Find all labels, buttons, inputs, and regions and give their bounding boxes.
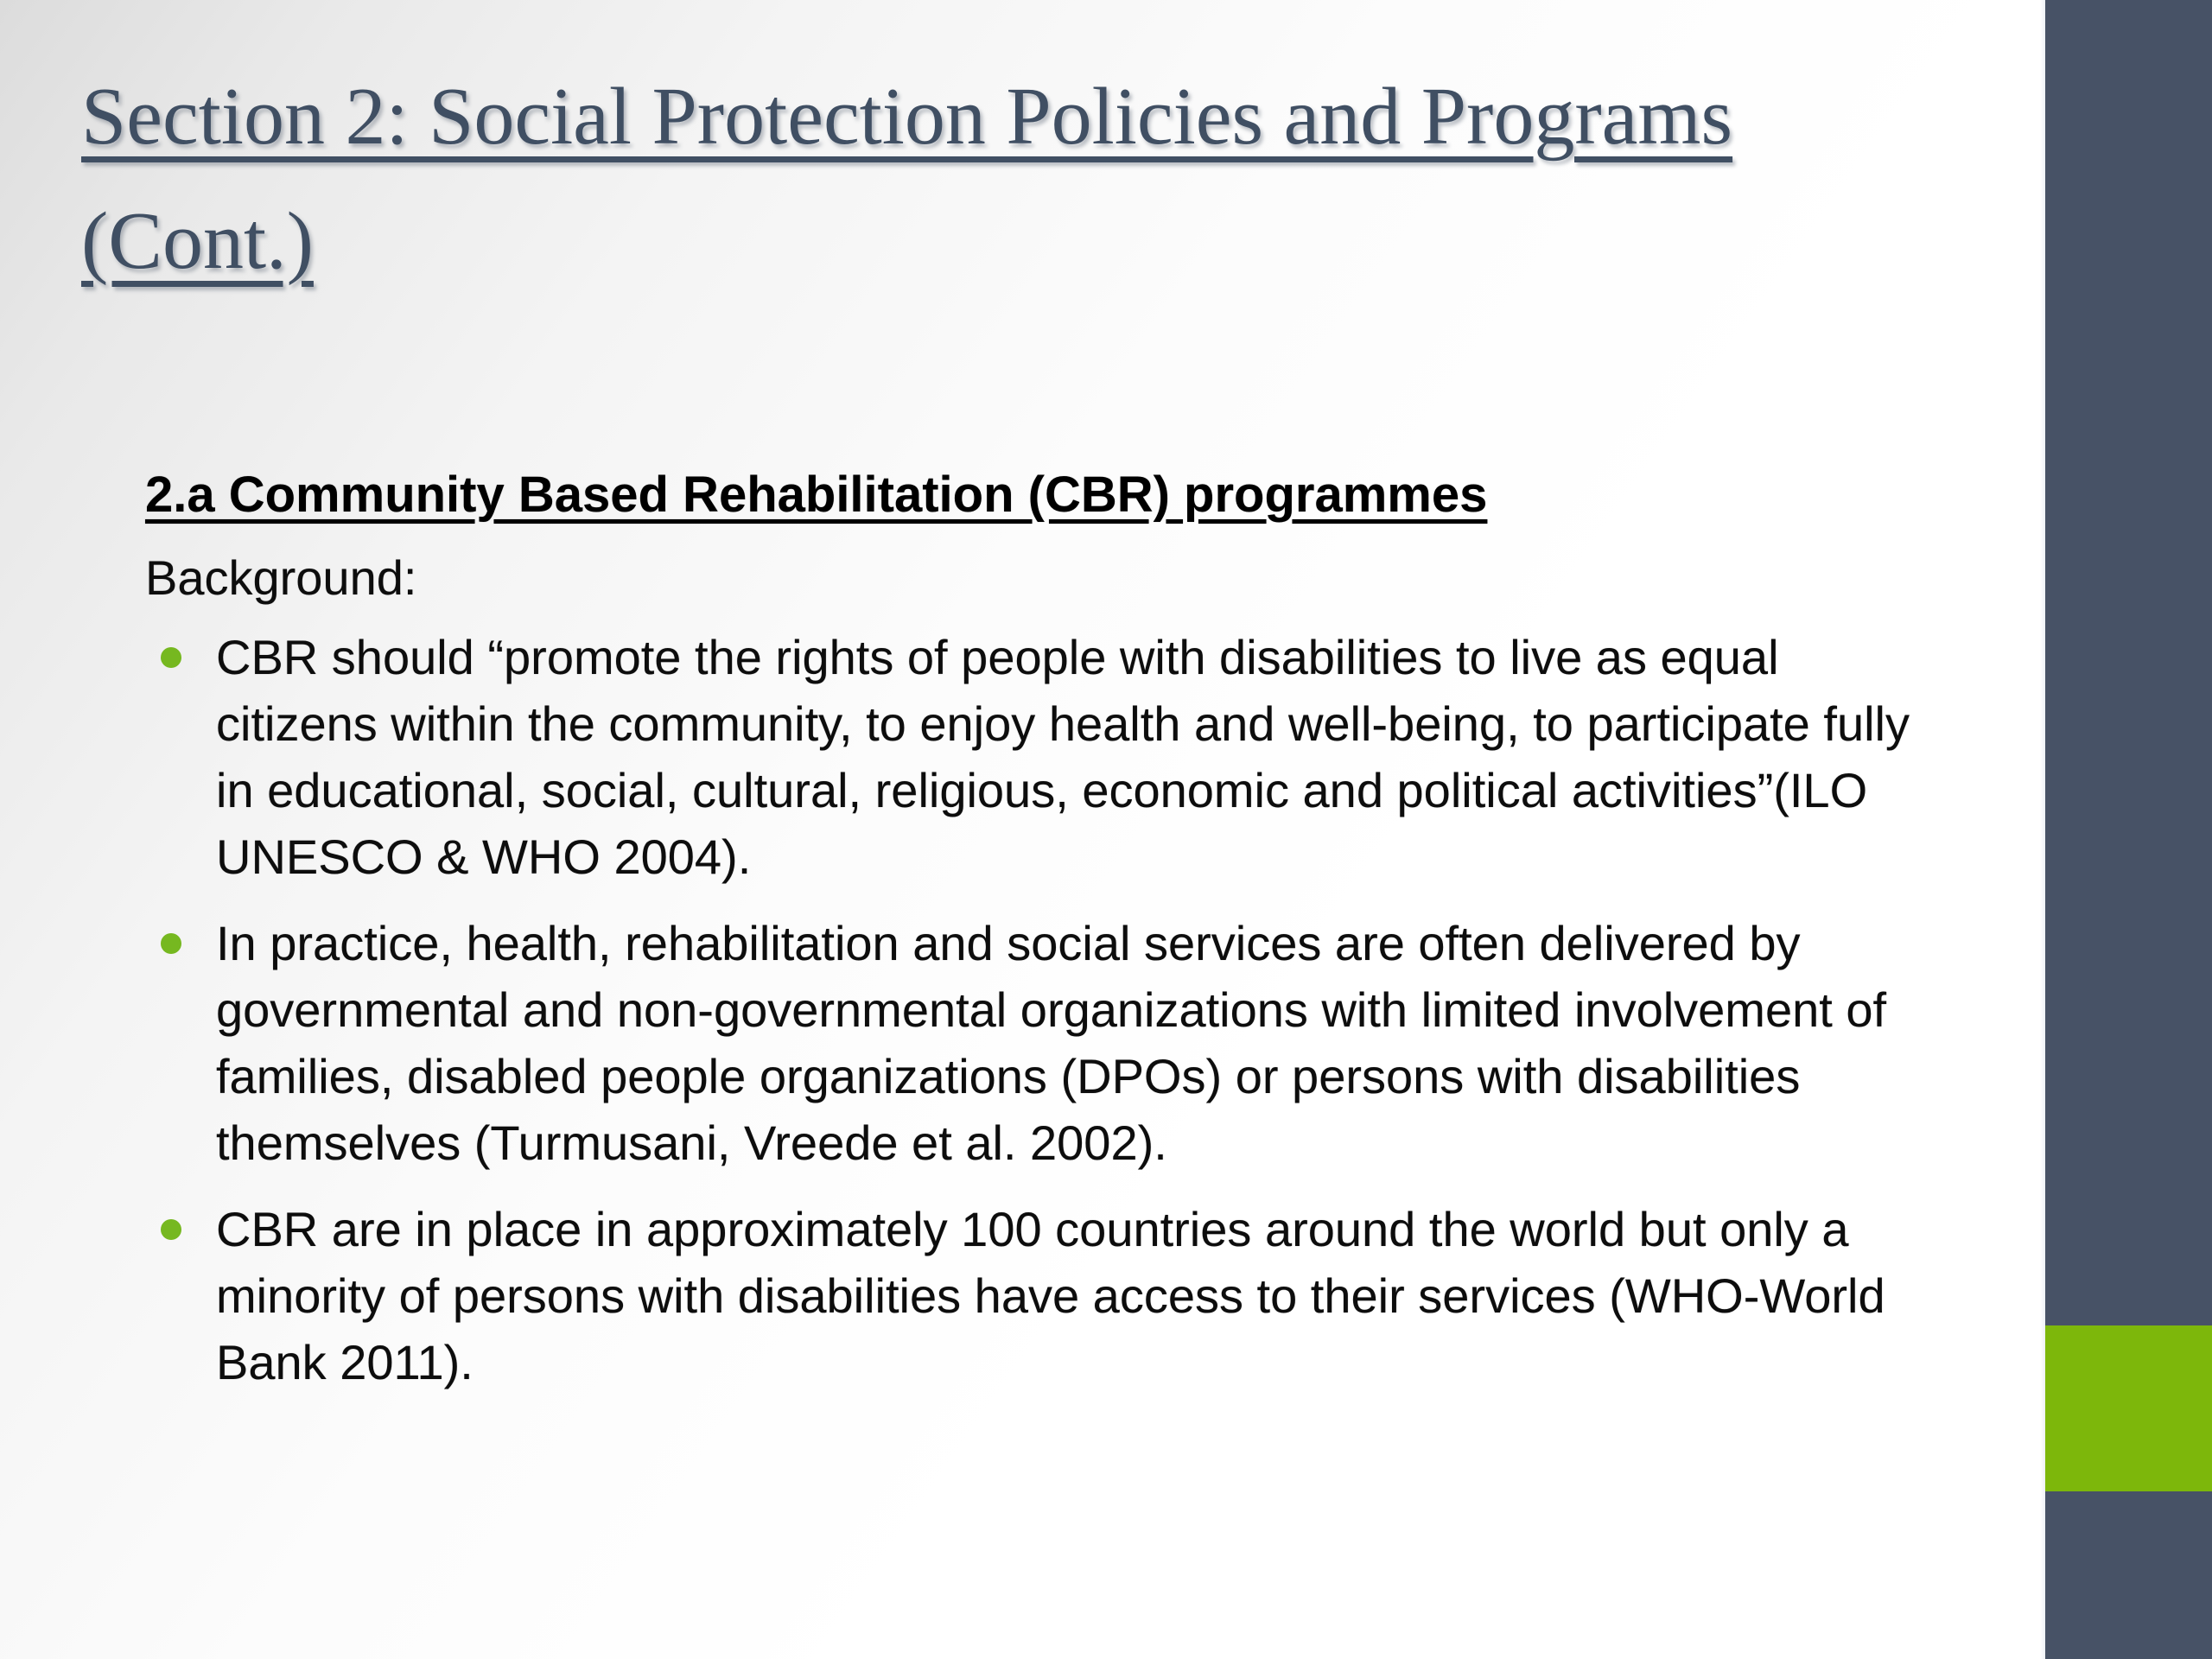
slide-body [145, 461, 1927, 1415]
background-label: Background: [145, 550, 417, 605]
list-item [145, 624, 1927, 890]
slide-title-line-2: (Cont.) [81, 196, 314, 286]
section-heading: 2.a Community Based Rehabilitation (CBR) programmes [145, 467, 1488, 523]
slide-title-line-1: Section 2: Social Protection Policies and Programs [81, 72, 1733, 162]
bullet-text: CBR are in place in approximately 100 countries around the world but only a minority of persons with disabilities have access to their services (WHO-World Bank 2011). [216, 1202, 1885, 1389]
bullet-list [145, 624, 1927, 1395]
list-item [145, 1196, 1927, 1395]
slide-title-row-1 [81, 55, 2051, 178]
slide-title-row-2 [81, 180, 2051, 302]
bullet-dot-icon [161, 1219, 181, 1240]
accent-sidebar [2045, 0, 2212, 1659]
accent-green-band [2045, 1325, 2212, 1491]
bullet-text: CBR should “promote the rights of people with disabilities to live as equal citizens within the community, to enjoy health and well-being, to participate fully in educational, social, cultural, religious, economic and political activities”(ILO UNESCO & WHO 2004). [216, 630, 1910, 884]
bullet-dot-icon [161, 933, 181, 954]
list-item [145, 910, 1927, 1176]
bullet-dot-icon [161, 647, 181, 668]
bullet-text: In practice, health, rehabilitation and social services are often delivered by governmental and non-governmental organizations with limited involvement of families, disabled people organizations (DPOs) or persons with disabilities themselves (Turmusani, Vreede et al. 2002). [216, 916, 1887, 1170]
slide-title [81, 55, 2051, 304]
